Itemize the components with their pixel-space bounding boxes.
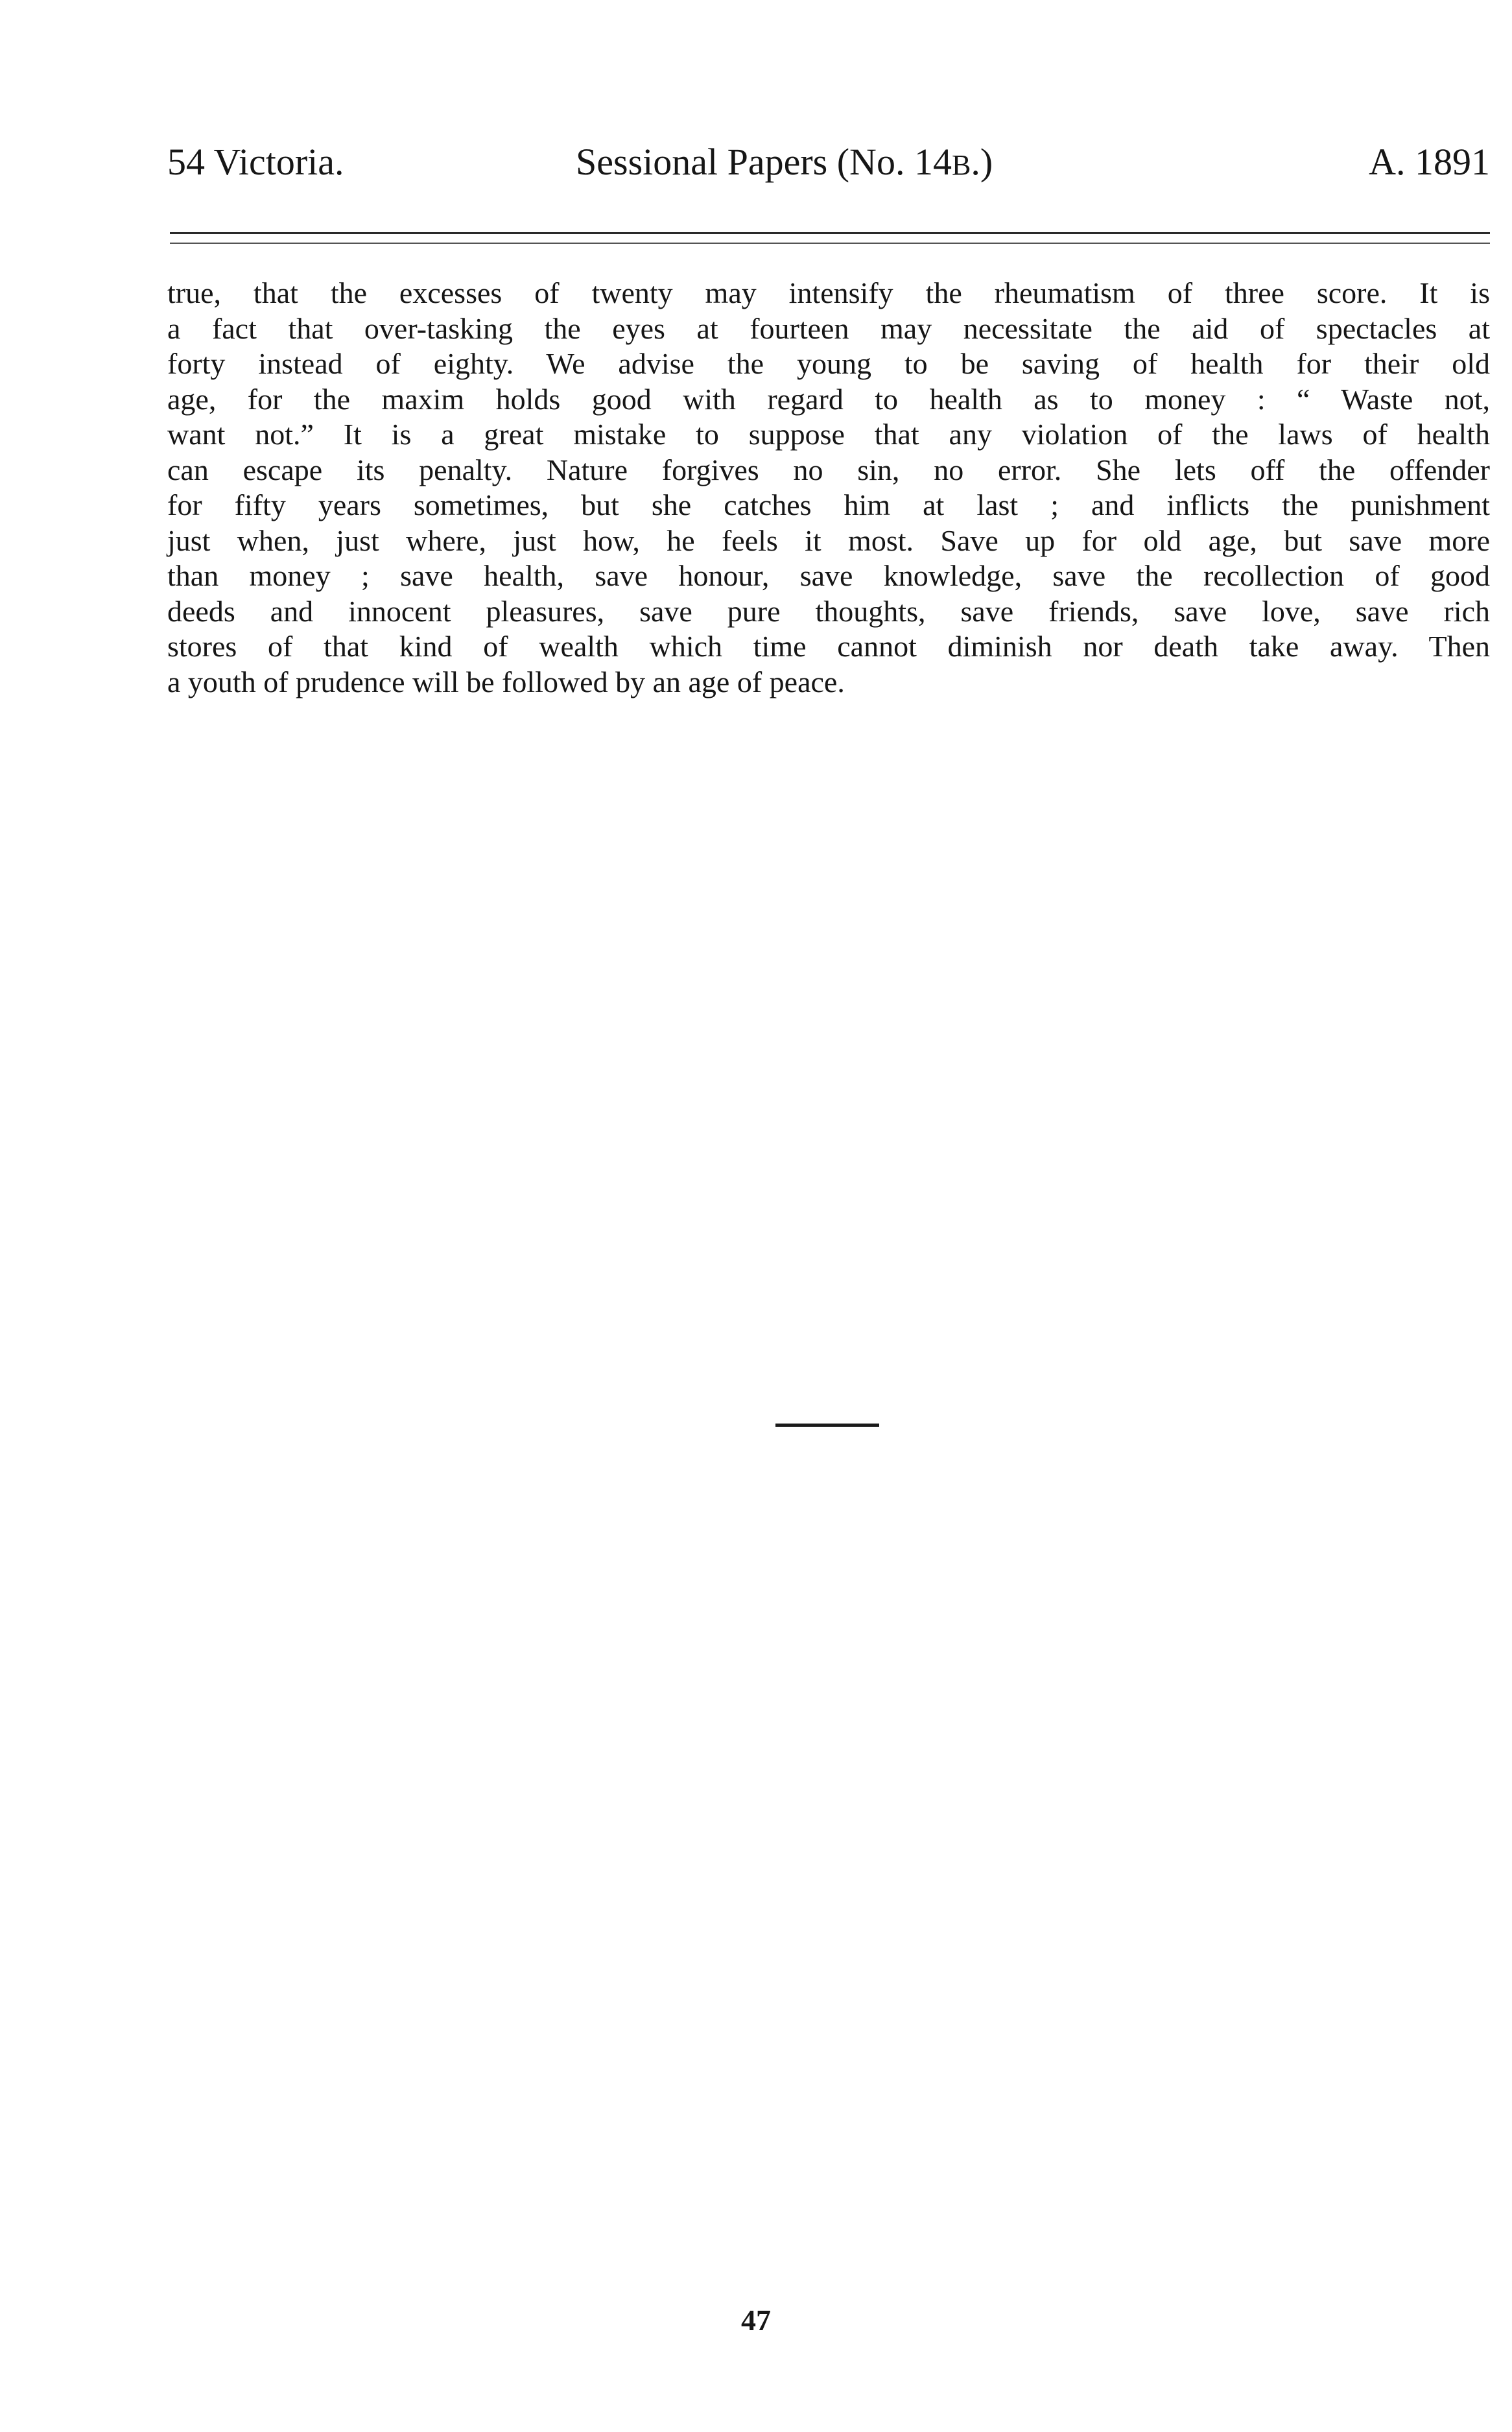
header-title-suffix: .)	[971, 141, 993, 183]
body-line: can escape its penalty. Nature forgives no sin, no error. She lets off the offender	[167, 453, 1490, 486]
body-line: deeds and innocent pleasures, save pure thoughts, save friends, save love, save rich	[167, 594, 1490, 628]
body-line: forty instead of eighty. We advise the young to be saving of health for their old	[167, 347, 1490, 380]
page-number: 47	[741, 2304, 771, 2337]
body-line: true, that the excesses of twenty may intensify the rheumatism of three score. It is	[167, 276, 1490, 309]
header-title	[576, 133, 993, 195]
body-line: for fifty years sometimes, but she catches him at last ; and inflicts the punishment	[167, 488, 1490, 521]
body-line: a fact that over-tasking the eyes at fourteen may necessitate the aid of spectacles at	[167, 311, 1490, 345]
body-line: just when, just where, just how, he feels it most. Save up for old age, but save more	[167, 523, 1490, 557]
body-line: a youth of prudence will be followed by an age of peace.	[167, 665, 845, 698]
body-line: age, for the maxim holds good with regard to health as to money : “ Waste not,	[167, 382, 1490, 416]
header-rule-top	[170, 232, 1490, 234]
header-year: A. 1891	[1369, 141, 1490, 183]
body-line: stores of that kind of wealth which time cannot diminish nor death take away. Then	[167, 630, 1490, 663]
body-paragraph	[167, 276, 1490, 700]
body-line: want not.” It is a great mistake to suppose that any violation of the laws of health	[167, 418, 1490, 451]
header-title-smallcaps: B	[951, 149, 971, 181]
body-line: than money ; save health, save honour, save knowledge, save the recollection of good	[167, 559, 1490, 592]
section-divider	[775, 1424, 879, 1427]
header-volume: 54 Victoria.	[167, 141, 344, 183]
running-header	[167, 133, 1490, 191]
header-title-text: Sessional Papers (No. 14	[576, 141, 952, 183]
header-rule-bottom	[170, 243, 1490, 244]
